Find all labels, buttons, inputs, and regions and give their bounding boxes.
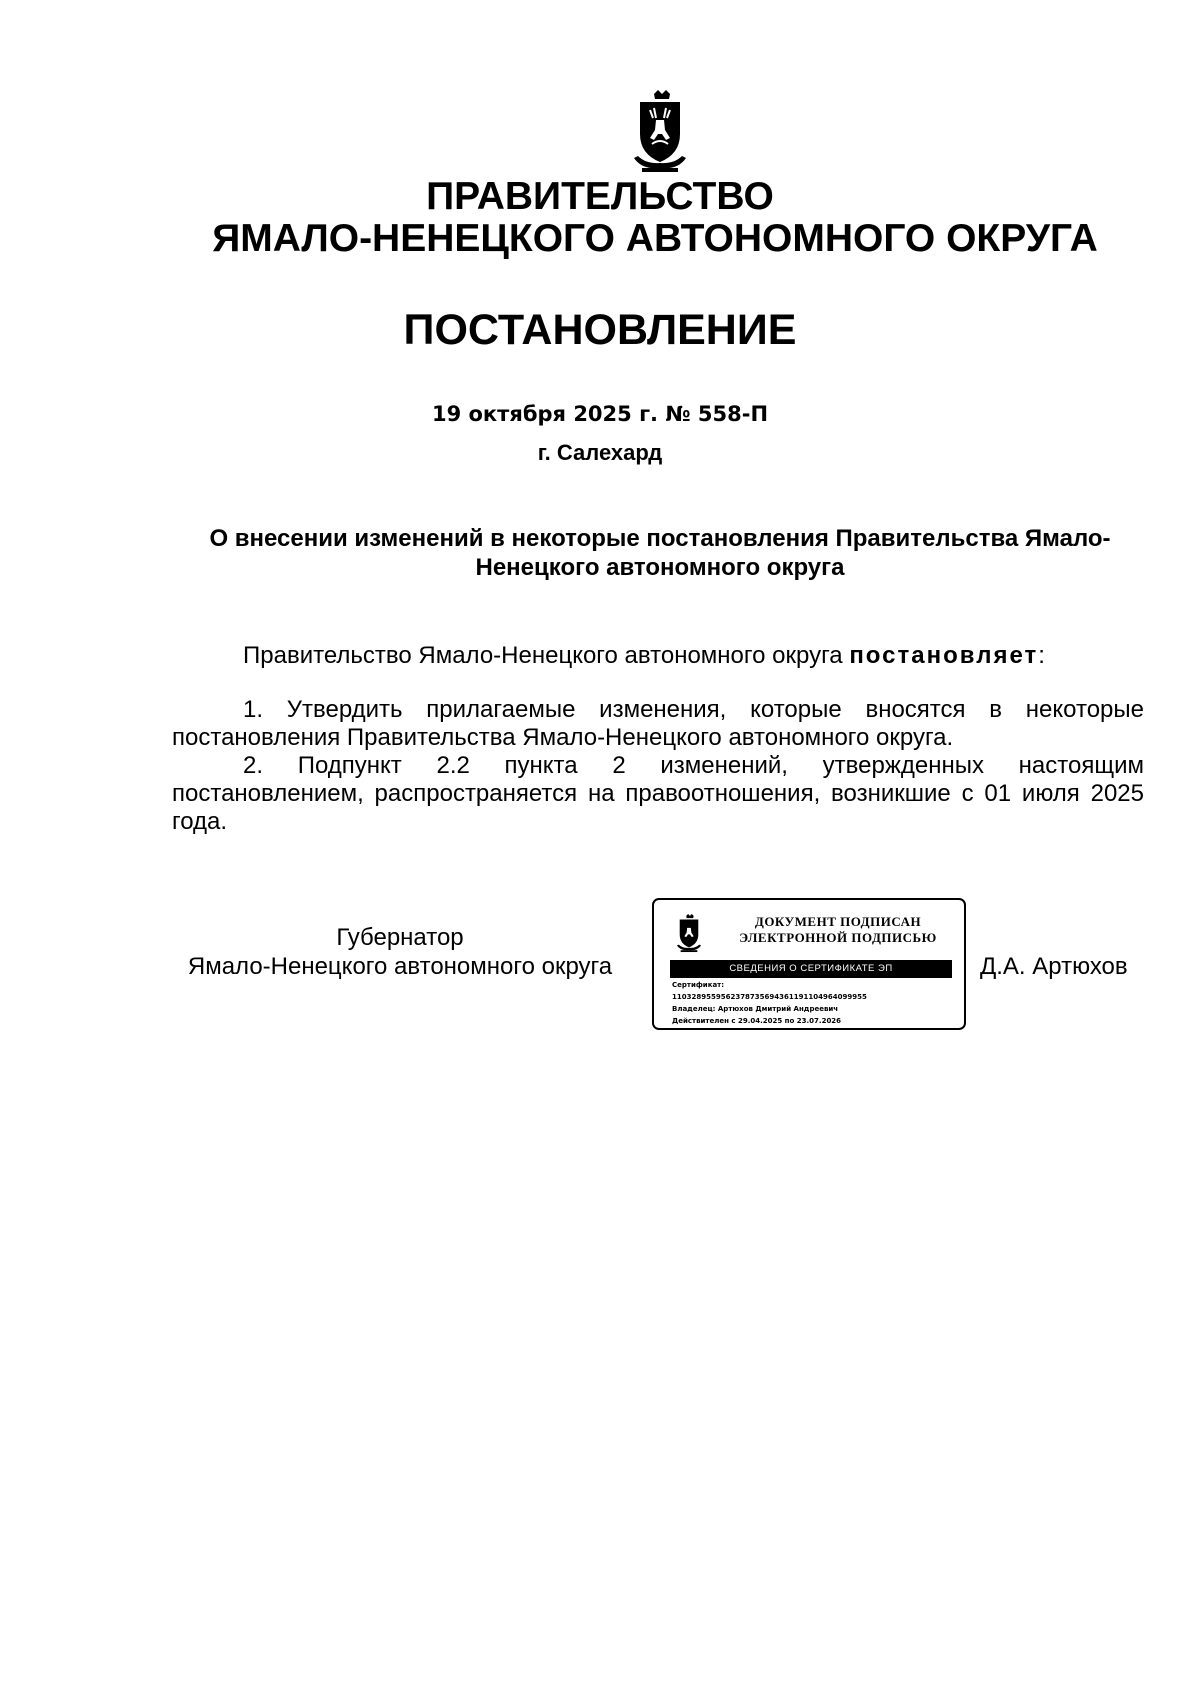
coat-of-arms-icon [676, 912, 702, 954]
paragraph-2: 2. Подпункт 2.2 пункта 2 изменений, утвержденных настоящим постановлением, распространяется на правоотношения, возникшие с 01 июля 2025 года. [172, 752, 1144, 835]
paragraph-1: 1. Утвердить прилагаемые изменения, которые вносятся в некоторые постановления Правительства Ямало-Ненецкого автономного округа. [172, 696, 1144, 751]
document-type: ПОСТАНОВЛЕНИЕ [403, 306, 797, 354]
electronic-signature-stamp [652, 898, 966, 1030]
document-date-number: 19 октября 2025 г. № 558-П [431, 402, 769, 426]
signatory-position-line2: Ямало-Ненецкого автономного округа [187, 953, 613, 980]
stamp-certificate-number: 1103289559562378735694361191104964099955 [672, 993, 867, 1001]
preamble [243, 641, 1143, 671]
organization-name: ПРАВИТЕЛЬСТВО [426, 175, 774, 218]
document-subject: О внесении изменений в некоторые постановления Правительства Ямало-Ненецкого автономного округа [209, 525, 1111, 581]
signatory-position [172, 923, 628, 981]
stamp-heading-line2: ЭЛЕКТРОННОЙ ПОДПИСЬЮ [739, 930, 937, 945]
document-city: г. Салехард [537, 440, 663, 465]
stamp-heading-line1: ДОКУМЕНТ ПОДПИСАН [754, 914, 922, 929]
coat-of-arms-icon [632, 88, 688, 174]
organization-region: ЯМАЛО-НЕНЕЦКОГО АВТОНОМНОГО ОКРУГА [212, 217, 1098, 260]
preamble-text: Правительство Ямало-Ненецкого автономного округа [243, 642, 850, 669]
stamp-owner: Владелец: Артюхов Дмитрий Андреевич [672, 1005, 839, 1013]
stamp-certificate-bar: СВЕДЕНИЯ О СЕРТИФИКАТЕ ЭП [670, 960, 952, 978]
stamp-certificate-label: Сертификат: [672, 981, 725, 989]
stamp-validity: Действителен с 29.04.2025 по 23.07.2026 [672, 1017, 842, 1025]
preamble-decree: постановляет [849, 642, 1039, 669]
stamp-heading [714, 914, 962, 946]
signatory-name: Д.А. Артюхов [980, 953, 1128, 980]
preamble-end: : [1038, 642, 1045, 669]
signatory-position-line1: Губернатор [336, 924, 464, 951]
